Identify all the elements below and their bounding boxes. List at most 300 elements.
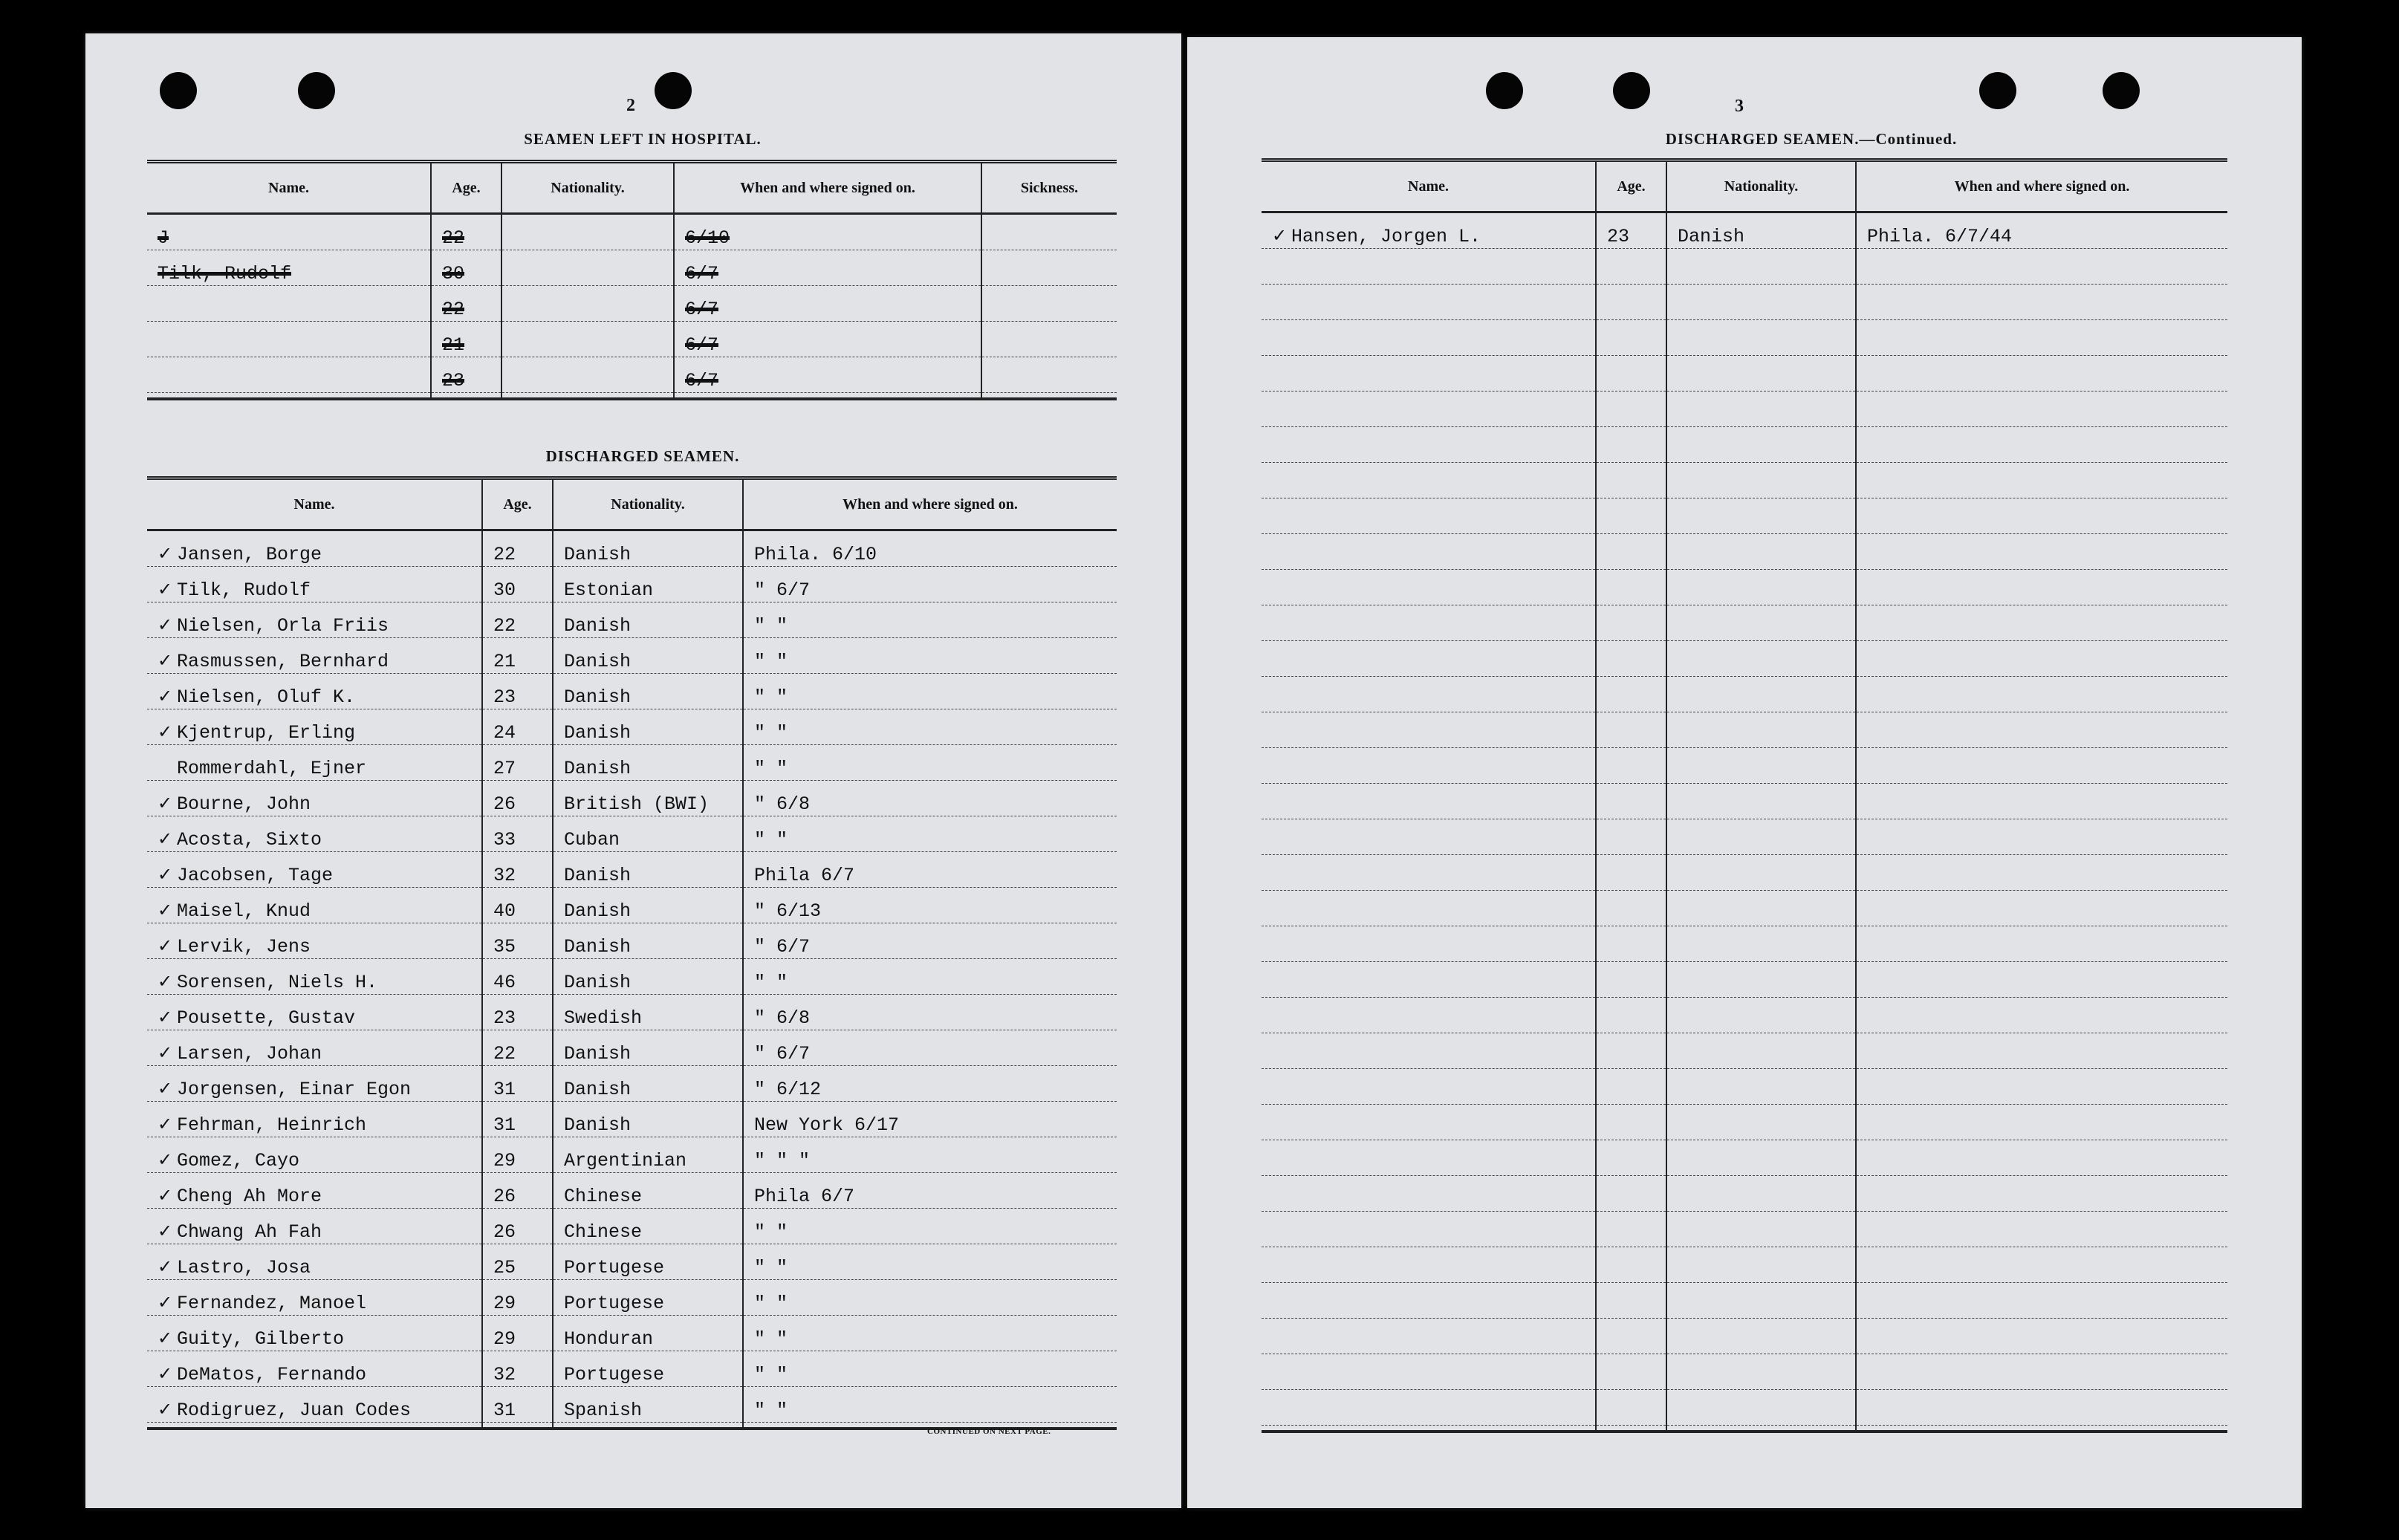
cell-signed-on: " " <box>743 1316 1117 1351</box>
blank-row <box>1262 677 2227 712</box>
blank-cell <box>1262 1212 1596 1247</box>
cell-signed-on: " 6/12 <box>743 1066 1117 1102</box>
blank-row <box>1262 285 2227 320</box>
check-mark-icon: ✓ <box>158 1221 173 1241</box>
blank-row <box>1262 392 2227 427</box>
check-mark-icon: ✓ <box>158 1328 173 1348</box>
blank-cell <box>1666 998 1856 1033</box>
blank-cell <box>1596 891 1666 926</box>
cell-nationality <box>501 250 674 286</box>
seaman-name: Gomez, Cayo <box>177 1150 300 1172</box>
blank-cell <box>1596 855 1666 891</box>
blank-cell <box>1666 392 1856 427</box>
blank-cell <box>1596 498 1666 534</box>
blank-cell <box>1666 570 1856 605</box>
blank-cell <box>1666 641 1856 677</box>
blank-cell <box>1262 356 1596 392</box>
cell-name <box>147 1030 482 1066</box>
seaman-name: Nielsen, Oluf K. <box>177 686 356 708</box>
right-page <box>1187 37 2302 1508</box>
blank-cell <box>1262 1069 1596 1105</box>
table-row <box>147 709 1117 745</box>
cell-nationality: Danish <box>553 1030 743 1066</box>
table-row <box>147 995 1117 1030</box>
cell-age: 21 <box>482 638 553 674</box>
blank-row <box>1262 320 2227 356</box>
check-mark-icon: ✓ <box>158 1149 173 1170</box>
cell-nationality: Danish <box>553 745 743 781</box>
table-row <box>147 1316 1117 1351</box>
blank-row <box>1262 1247 2227 1283</box>
cell-name: J <box>147 214 431 250</box>
cell-age: 30 <box>482 567 553 602</box>
cell-signed-on: 6/7 <box>674 286 981 322</box>
check-mark-icon: ✓ <box>158 1042 173 1063</box>
blank-cell <box>1262 926 1596 962</box>
table-row <box>147 888 1117 923</box>
check-mark-icon: ✓ <box>158 1256 173 1277</box>
binder-hole <box>655 72 692 109</box>
blank-row <box>1262 998 2227 1033</box>
blank-row <box>1262 1033 2227 1069</box>
table-row <box>1262 212 2227 249</box>
cell-nationality: British (BWI) <box>553 781 743 816</box>
blank-cell <box>1856 712 2227 748</box>
seaman-name: Pousette, Gustav <box>177 1007 356 1029</box>
blank-cell <box>1666 1212 1856 1247</box>
seaman-name: DeMatos, Fernando <box>177 1364 367 1385</box>
binder-hole <box>1613 72 1650 109</box>
cell-age: 31 <box>482 1066 553 1102</box>
cell-signed-on: Phila. 6/7/44 <box>1856 212 2227 249</box>
cell-age: 32 <box>482 852 553 888</box>
blank-cell <box>1856 1176 2227 1212</box>
blank-cell <box>1856 1390 2227 1426</box>
seaman-name: Chwang Ah Fah <box>177 1221 322 1243</box>
cell-nationality <box>501 286 674 322</box>
blank-cell <box>1856 498 2227 534</box>
cell-age: 22 <box>482 602 553 638</box>
check-mark-icon: ✓ <box>158 1292 173 1313</box>
blank-cell <box>1856 1283 2227 1319</box>
header-nationality: Nationality. <box>501 162 674 214</box>
blank-cell <box>1856 1105 2227 1140</box>
blank-cell <box>1262 677 1596 712</box>
table-row <box>147 852 1117 888</box>
blank-row <box>1262 534 2227 570</box>
cell-name <box>147 602 482 638</box>
check-mark-icon: ✓ <box>1272 225 1288 246</box>
blank-cell <box>1262 855 1596 891</box>
header-age: Age. <box>482 478 553 530</box>
cell-signed-on: 6/7 <box>674 250 981 286</box>
cell-nationality: Portugese <box>553 1244 743 1280</box>
check-mark-icon: ✓ <box>158 686 173 706</box>
blank-cell <box>1596 748 1666 784</box>
blank-cell <box>1856 1140 2227 1176</box>
blank-cell <box>1596 1105 1666 1140</box>
blank-cell <box>1666 784 1856 819</box>
continued-footnote: CONTINUED ON NEXT PAGE. <box>927 1427 1051 1436</box>
blank-cell <box>1666 891 1856 926</box>
blank-cell <box>1856 784 2227 819</box>
blank-cell <box>1596 1140 1666 1176</box>
table-row <box>147 250 1117 286</box>
blank-cell <box>1596 1176 1666 1212</box>
blank-cell <box>1596 926 1666 962</box>
check-mark-icon: ✓ <box>158 793 173 813</box>
table-row <box>147 1137 1117 1173</box>
check-mark-icon: ✓ <box>158 971 173 992</box>
cell-nationality: Spanish <box>553 1387 743 1423</box>
seaman-name: Jansen, Borge <box>177 544 322 565</box>
blank-cell <box>1262 534 1596 570</box>
blank-row <box>1262 463 2227 498</box>
cell-age: 23 <box>482 995 553 1030</box>
continued-section-title: DISCHARGED SEAMEN.—Continued. <box>1665 130 1958 148</box>
table-row <box>147 567 1117 602</box>
blank-cell <box>1596 463 1666 498</box>
blank-cell <box>1596 285 1666 320</box>
cell-signed-on: " " <box>743 602 1117 638</box>
blank-row <box>1262 962 2227 998</box>
blank-cell <box>1856 748 2227 784</box>
blank-cell <box>1596 1354 1666 1390</box>
blank-cell <box>1262 1283 1596 1319</box>
table-row <box>147 214 1117 250</box>
blank-cell <box>1856 819 2227 855</box>
cell-age: 32 <box>482 1351 553 1387</box>
blank-cell <box>1856 356 2227 392</box>
header-name: Name. <box>147 162 431 214</box>
blank-row <box>1262 1283 2227 1319</box>
seaman-name: Lervik, Jens <box>177 936 311 958</box>
blank-cell <box>1596 819 1666 855</box>
discharged-continued-table <box>1262 158 2227 1433</box>
cell-name <box>147 1387 482 1423</box>
blank-cell <box>1262 392 1596 427</box>
seaman-name: Hansen, Jorgen L. <box>1291 226 1481 247</box>
cell-nationality: Danish <box>553 709 743 745</box>
blank-cell <box>1666 1247 1856 1283</box>
blank-row <box>1262 498 2227 534</box>
cell-name <box>147 852 482 888</box>
blank-cell <box>1262 427 1596 463</box>
blank-cell <box>1262 891 1596 926</box>
cell-sickness <box>981 250 1117 286</box>
blank-cell <box>1262 498 1596 534</box>
cell-signed-on: 6/7 <box>674 357 981 393</box>
blank-row <box>1262 1212 2227 1247</box>
cell-name <box>147 638 482 674</box>
blank-cell <box>1856 677 2227 712</box>
blank-cell <box>1666 356 1856 392</box>
check-mark-icon: ✓ <box>158 721 173 742</box>
header-signed-on: When and where signed on. <box>674 162 981 214</box>
cell-name <box>1262 212 1596 249</box>
blank-cell <box>1596 641 1666 677</box>
blank-cell <box>1856 392 2227 427</box>
cell-age: 26 <box>482 1173 553 1209</box>
blank-cell <box>1666 819 1856 855</box>
cell-age: 40 <box>482 888 553 923</box>
seaman-name: Jacobsen, Tage <box>177 865 334 886</box>
table-row <box>147 286 1117 322</box>
header-nationality: Nationality. <box>1666 160 1856 212</box>
cell-nationality: Swedish <box>553 995 743 1030</box>
seaman-name: Bourne, John <box>177 793 311 815</box>
blank-cell <box>1666 855 1856 891</box>
blank-cell <box>1856 891 2227 926</box>
blank-row <box>1262 605 2227 641</box>
blank-cell <box>1666 1354 1856 1390</box>
check-mark-icon: ✓ <box>158 864 173 885</box>
blank-cell <box>1666 962 1856 998</box>
table-row <box>147 1244 1117 1280</box>
blank-row <box>1262 926 2227 962</box>
check-mark-icon: ✓ <box>158 828 173 849</box>
check-mark-icon: ✓ <box>158 1007 173 1027</box>
cell-signed-on: Phila 6/7 <box>743 852 1117 888</box>
header-sickness: Sickness. <box>981 162 1117 214</box>
cell-signed-on: " 6/7 <box>743 1030 1117 1066</box>
blank-cell <box>1856 320 2227 356</box>
blank-cell <box>1596 392 1666 427</box>
seaman-name: Larsen, Johan <box>177 1043 322 1065</box>
cell-nationality: Danish <box>553 852 743 888</box>
cell-nationality <box>501 357 674 393</box>
cell-age: 27 <box>482 745 553 781</box>
binder-hole <box>160 72 197 109</box>
check-mark-icon: ✓ <box>158 579 173 600</box>
header-age: Age. <box>1596 160 1666 212</box>
blank-row <box>1262 1354 2227 1390</box>
cell-name <box>147 1351 482 1387</box>
blank-cell <box>1596 1283 1666 1319</box>
cell-nationality <box>501 214 674 250</box>
cell-nationality: Honduran <box>553 1316 743 1351</box>
table-row <box>147 781 1117 816</box>
cell-nationality: Portugese <box>553 1351 743 1387</box>
blank-cell <box>1262 784 1596 819</box>
cell-age: 24 <box>482 709 553 745</box>
blank-cell <box>1666 463 1856 498</box>
seaman-name: Guity, Gilberto <box>177 1328 345 1350</box>
cell-nationality: Danish <box>1666 212 1856 249</box>
blank-cell <box>1262 1247 1596 1283</box>
blank-cell <box>1856 641 2227 677</box>
check-mark-icon: ✓ <box>158 935 173 956</box>
blank-row <box>1262 1390 2227 1426</box>
blank-cell <box>1262 1176 1596 1212</box>
blank-cell <box>1596 534 1666 570</box>
blank-cell <box>1666 1140 1856 1176</box>
seaman-name: Kjentrup, Erling <box>177 722 356 744</box>
blank-cell <box>1856 926 2227 962</box>
blank-cell <box>1856 1247 2227 1283</box>
cell-signed-on: " " <box>743 816 1117 852</box>
cell-age: 29 <box>482 1280 553 1316</box>
table-row <box>147 1280 1117 1316</box>
cell-age: 23 <box>1596 212 1666 249</box>
blank-cell <box>1596 1319 1666 1354</box>
page-number: 2 <box>626 96 635 115</box>
cell-age: 22 <box>431 286 501 322</box>
blank-cell <box>1856 1212 2227 1247</box>
blank-cell <box>1262 1140 1596 1176</box>
blank-row <box>1262 570 2227 605</box>
cell-name <box>147 286 431 322</box>
cell-signed-on: " " <box>743 1351 1117 1387</box>
table-row <box>147 1351 1117 1387</box>
blank-cell <box>1856 427 2227 463</box>
cell-sickness <box>981 286 1117 322</box>
cell-name <box>147 530 482 567</box>
blank-cell <box>1666 677 1856 712</box>
blank-row <box>1262 712 2227 748</box>
cell-age: 25 <box>482 1244 553 1280</box>
header-signed-on: When and where signed on. <box>743 478 1117 530</box>
cell-age: 31 <box>482 1387 553 1423</box>
cell-signed-on: " " <box>743 745 1117 781</box>
blank-row <box>1262 891 2227 926</box>
blank-row <box>1262 1176 2227 1212</box>
blank-cell <box>1596 605 1666 641</box>
cell-age: 22 <box>482 1030 553 1066</box>
cell-age: 21 <box>431 322 501 357</box>
blank-cell <box>1596 570 1666 605</box>
cell-age: 23 <box>482 674 553 709</box>
blank-cell <box>1262 1390 1596 1426</box>
check-mark-icon: ✓ <box>158 543 173 564</box>
table-row <box>147 1066 1117 1102</box>
blank-cell <box>1262 641 1596 677</box>
blank-cell <box>1666 1390 1856 1426</box>
blank-row <box>1262 641 2227 677</box>
blank-cell <box>1856 570 2227 605</box>
table-row <box>147 638 1117 674</box>
blank-cell <box>1666 605 1856 641</box>
blank-cell <box>1262 998 1596 1033</box>
blank-cell <box>1666 1176 1856 1212</box>
blank-cell <box>1596 712 1666 748</box>
cell-name <box>147 888 482 923</box>
cell-age: 26 <box>482 1209 553 1244</box>
check-mark-icon: ✓ <box>158 900 173 920</box>
seaman-name: Sorensen, Niels H. <box>177 972 378 993</box>
page-number: 3 <box>1735 97 1744 116</box>
blank-cell <box>1856 463 2227 498</box>
blank-cell <box>1596 249 1666 285</box>
cell-name <box>147 1280 482 1316</box>
cell-name <box>147 959 482 995</box>
check-mark-icon: ✓ <box>158 650 173 671</box>
cell-nationality: Danish <box>553 959 743 995</box>
cell-signed-on: " 6/7 <box>743 567 1117 602</box>
cell-name <box>147 322 431 357</box>
cell-signed-on: " " <box>743 1387 1117 1423</box>
left-page <box>85 33 1181 1508</box>
blank-cell <box>1596 677 1666 712</box>
cell-signed-on: " " <box>743 1244 1117 1280</box>
cell-signed-on: " " <box>743 959 1117 995</box>
header-name: Name. <box>1262 160 1596 212</box>
blank-cell <box>1666 748 1856 784</box>
cell-name <box>147 1209 482 1244</box>
blank-cell <box>1596 427 1666 463</box>
seaman-name: Jorgensen, Einar Egon <box>177 1079 412 1100</box>
cell-signed-on: " 6/8 <box>743 995 1117 1030</box>
blank-cell <box>1596 784 1666 819</box>
cell-signed-on: 6/7 <box>674 322 981 357</box>
blank-cell <box>1596 1069 1666 1105</box>
blank-cell <box>1262 748 1596 784</box>
blank-row <box>1262 427 2227 463</box>
blank-cell <box>1856 249 2227 285</box>
cell-name <box>147 674 482 709</box>
cell-nationality: Danish <box>553 530 743 567</box>
blank-cell <box>1596 962 1666 998</box>
cell-age: 22 <box>482 530 553 567</box>
header-name: Name. <box>147 478 482 530</box>
table-row <box>147 357 1117 393</box>
blank-cell <box>1856 285 2227 320</box>
cell-signed-on: " 6/7 <box>743 923 1117 959</box>
cell-age: 23 <box>431 357 501 393</box>
cell-signed-on: " " <box>743 709 1117 745</box>
blank-cell <box>1856 1319 2227 1354</box>
blank-cell <box>1666 285 1856 320</box>
cell-signed-on: " " <box>743 638 1117 674</box>
cell-nationality: Chinese <box>553 1173 743 1209</box>
blank-cell <box>1596 1212 1666 1247</box>
blank-cell <box>1856 962 2227 998</box>
blank-cell <box>1262 570 1596 605</box>
cell-name <box>147 1137 482 1173</box>
check-mark-icon: ✓ <box>158 1363 173 1384</box>
cell-nationality: Danish <box>553 1066 743 1102</box>
cell-age: 26 <box>482 781 553 816</box>
cell-signed-on: " " " <box>743 1137 1117 1173</box>
cell-sickness <box>981 322 1117 357</box>
blank-cell <box>1262 285 1596 320</box>
table-row <box>147 1209 1117 1244</box>
blank-cell <box>1596 998 1666 1033</box>
blank-cell <box>1262 605 1596 641</box>
cell-age: 35 <box>482 923 553 959</box>
blank-cell <box>1856 534 2227 570</box>
blank-cell <box>1856 855 2227 891</box>
cell-nationality: Danish <box>553 923 743 959</box>
binder-hole <box>1486 72 1523 109</box>
cell-age: 30 <box>431 250 501 286</box>
seaman-name: Rasmussen, Bernhard <box>177 651 389 672</box>
check-mark-icon: ✓ <box>158 1185 173 1206</box>
binder-hole <box>2103 72 2140 109</box>
blank-cell <box>1262 1354 1596 1390</box>
seaman-name: Nielsen, Orla Friis <box>177 615 389 637</box>
table-row <box>147 816 1117 852</box>
blank-cell <box>1856 605 2227 641</box>
cell-age: 29 <box>482 1316 553 1351</box>
check-mark-icon: ✓ <box>158 1399 173 1420</box>
check-mark-icon: ✓ <box>158 1078 173 1099</box>
cell-nationality: Argentinian <box>553 1137 743 1173</box>
cell-name <box>147 816 482 852</box>
blank-cell <box>1856 998 2227 1033</box>
table-row <box>147 1102 1117 1137</box>
table-row <box>147 530 1117 567</box>
